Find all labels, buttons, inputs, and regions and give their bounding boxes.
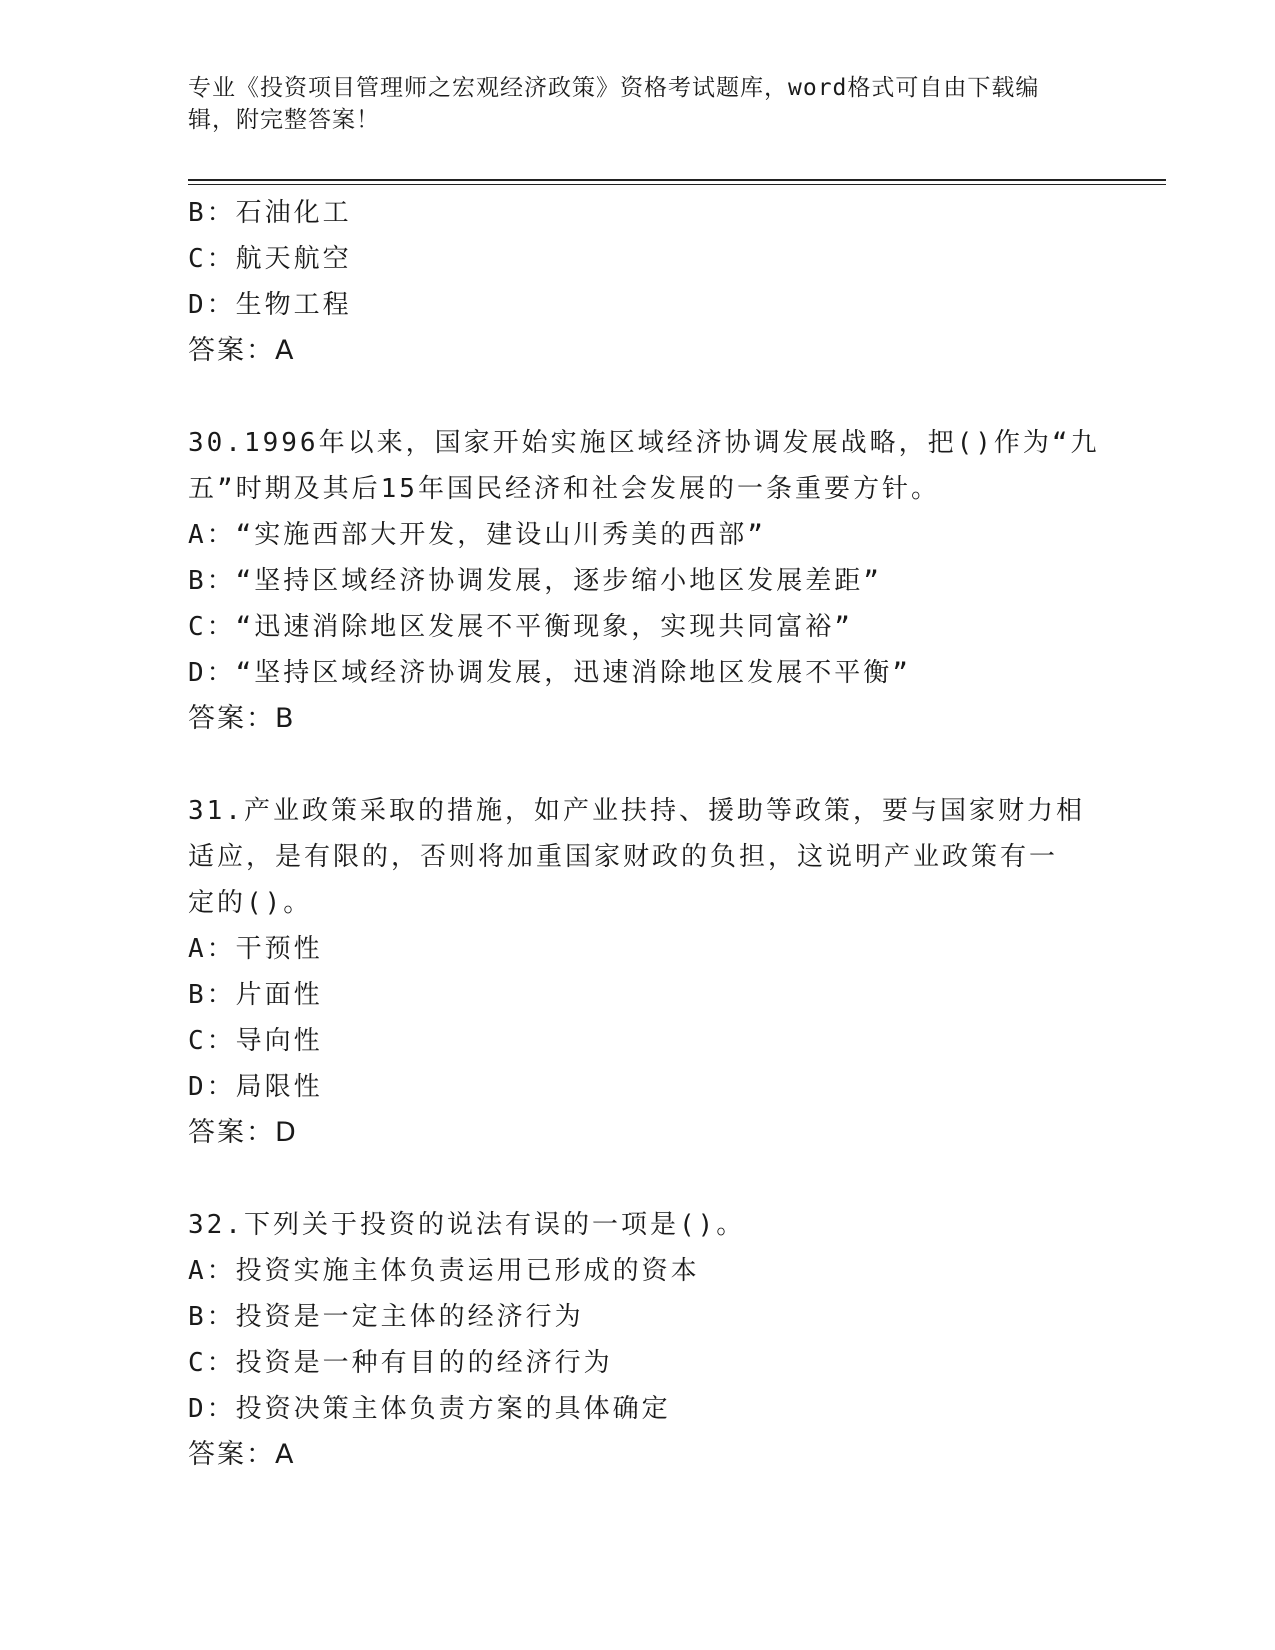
option-a: A：投资实施主体负责运用已形成的资本 <box>188 1256 700 1286</box>
question-block <box>188 420 1100 742</box>
option-b: B：片面性 <box>188 980 323 1010</box>
option-c: C：“迅速消除地区发展不平衡现象，实现共同富裕” <box>188 612 853 642</box>
question-stem-line: 31.产业政策采取的措施，如产业扶持、援助等政策，要与国家财力相 <box>188 796 1085 826</box>
spacer <box>188 1156 1088 1202</box>
answer-line: 答案：A <box>188 1439 296 1470</box>
option-d: D：生物工程 <box>188 290 352 320</box>
question-block <box>188 788 1088 1156</box>
answer-line: 答案：A <box>188 335 296 366</box>
answer-line: 答案：D <box>188 1117 298 1148</box>
question-stem-line: 适应，是有限的，否则将加重国家财政的负担，这说明产业政策有一 <box>188 842 1059 872</box>
option-b: B：石油化工 <box>188 198 352 228</box>
option-a: A：“实施西部大开发，建设山川秀美的西部” <box>188 520 766 550</box>
spacer <box>188 742 1088 788</box>
option-d: D：“坚持区域经济协调发展，迅速消除地区发展不平衡” <box>188 658 911 688</box>
option-c: C：投资是一种有目的的经济行为 <box>188 1348 613 1378</box>
question-stem-line: 定的()。 <box>188 888 313 918</box>
option-d: D：投资决策主体负责方案的具体确定 <box>188 1394 671 1424</box>
option-c: C：航天航空 <box>188 244 352 274</box>
question-stem-line: 32.下列关于投资的说法有误的一项是()。 <box>188 1210 746 1240</box>
spacer <box>188 374 1088 420</box>
question-stem-line: 30.1996年以来，国家开始实施区域经济协调发展战略，把()作为“九 <box>188 428 1100 458</box>
answer-line: 答案：B <box>188 703 296 734</box>
option-b: B：“坚持区域经济协调发展，逐步缩小地区发展差距” <box>188 566 882 596</box>
header-rule-thin <box>188 184 1166 185</box>
option-b: B：投资是一定主体的经济行为 <box>188 1302 584 1332</box>
question-block <box>188 1202 1088 1478</box>
question-stem-line: 五”时期及其后15年国民经济和社会发展的一条重要方针。 <box>188 474 940 504</box>
question-block <box>188 190 1088 374</box>
question-list <box>188 190 1100 1478</box>
document-header <box>188 72 1068 136</box>
option-c: C：导向性 <box>188 1026 323 1056</box>
option-a: A：干预性 <box>188 934 323 964</box>
option-d: D：局限性 <box>188 1072 323 1102</box>
header-rule-thick <box>188 179 1166 181</box>
header-title: 专业《投资项目管理师之宏观经济政策》资格考试题库，word格式可自由下载编辑，附完整答案！ <box>188 75 1040 133</box>
